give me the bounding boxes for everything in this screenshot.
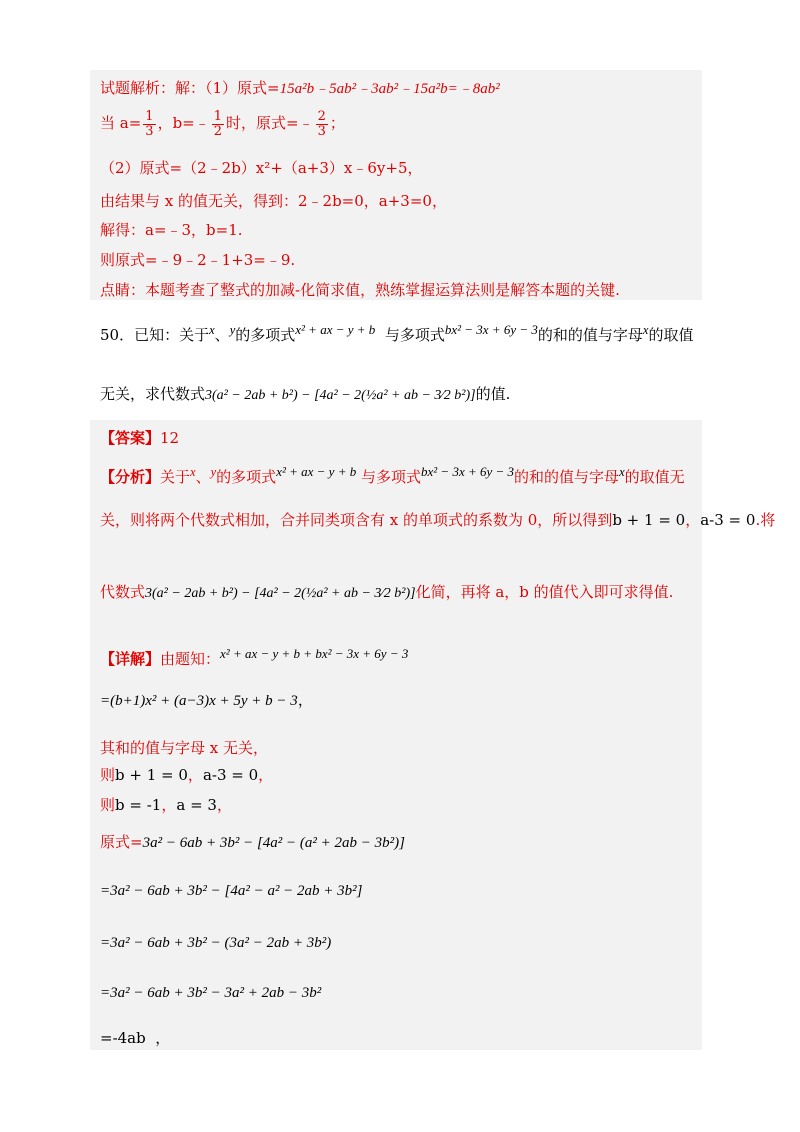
step-5: 原式=3a² − 6ab + 3b² − [4a² − (a² + 2ab − 3b²)] [100, 833, 405, 851]
analysis-line-2: 关，则将两个代数式相加，合并同类项含有 x 的单项式的系数为 0，所以得到b + 1 = 0，a-3 = 0.将 [100, 511, 776, 529]
analysis-line-3: 代数式3(a² − 2ab + b²) − [4a² − 2(½a² + ab − 3⁄2 b²)]化简，再将 a，b 的值代入即可求得值. [100, 583, 674, 601]
analysis-line-1: 【分析】关于$^x$、$^y$的多项式$^{x^2 + ax - y + b}$ 与多项式$^{bx^2 - 3x + 6y - 3}$的和的值与字母$^x$的取值无 [100, 464, 685, 486]
solution-line-6: 则原式=﹣9﹣2﹣1+3=﹣9. [100, 251, 296, 269]
solution-line-7: 点睛：本题考查了整式的加减-化简求值，熟练掌握运算法则是解答本题的关键. [100, 281, 620, 299]
solution-line-1: 试题解析：解：（1）原式=15a²b﹣5ab²﹣3ab²﹣15a²b=﹣8ab² [100, 79, 500, 97]
question-line-1: 50．已知：关于$^x$、$^y$的多项式$^{x^2 + ax - y + b}$ 与多项式$^{bx^2 - 3x + 6y - 3}$的和的值与字母$^x$的取值 [100, 322, 694, 344]
step-7: =3a² − 6ab + 3b² − (3a² − 2ab + 3b²) [100, 935, 332, 951]
solution-line-2: 当 a= $\frac{1}{3}$ ，b=﹣ $\frac{1}{2}$ 时，原式=﹣ $\frac{2}{3}$ ； [100, 108, 345, 139]
solution-line-5: 解得：a=﹣3，b=1. [100, 221, 243, 239]
question-line-2: 无关，求代数式3(a² − 2ab + b²) − [4a² − 2(½a² + ab − 3⁄2 b²)]的值. [100, 385, 511, 403]
detail-line: 【详解】由题知：$^{x^2 + ax - y + b + bx^2 - 3x + 6y - 3}$ [100, 646, 409, 668]
solution-line-4: 由结果与 x 的值无关，得到：2﹣2b=0，a+3=0， [100, 192, 447, 210]
fraction-result: $\frac{2}{3}$ [317, 108, 326, 139]
step-1: =(b+1)x² + (a−3)x + 5y + b − 3， [100, 691, 313, 709]
fraction-a: $\frac{1}{3}$ [145, 108, 154, 139]
answer-line: 【答案】12 [100, 429, 180, 447]
step-4: 则b = -1，a = 3， [100, 796, 232, 814]
step-3: 则b + 1 = 0，a-3 = 0， [100, 766, 274, 784]
step-6: =3a² − 6ab + 3b² − [4a² − a² − 2ab + 3b²] [100, 883, 363, 899]
step-2: 其和的值与字母 x 无关， [100, 739, 268, 757]
step-9: =-4ab ， [100, 1029, 171, 1047]
solution-line-3: （2）原式=（2﹣2b）x²+（a+3）x﹣6y+5， [100, 159, 423, 177]
fraction-b: $\frac{1}{2}$ [213, 108, 223, 139]
step-8: =3a² − 6ab + 3b² − 3a² + 2ab − 3b² [100, 985, 322, 1001]
